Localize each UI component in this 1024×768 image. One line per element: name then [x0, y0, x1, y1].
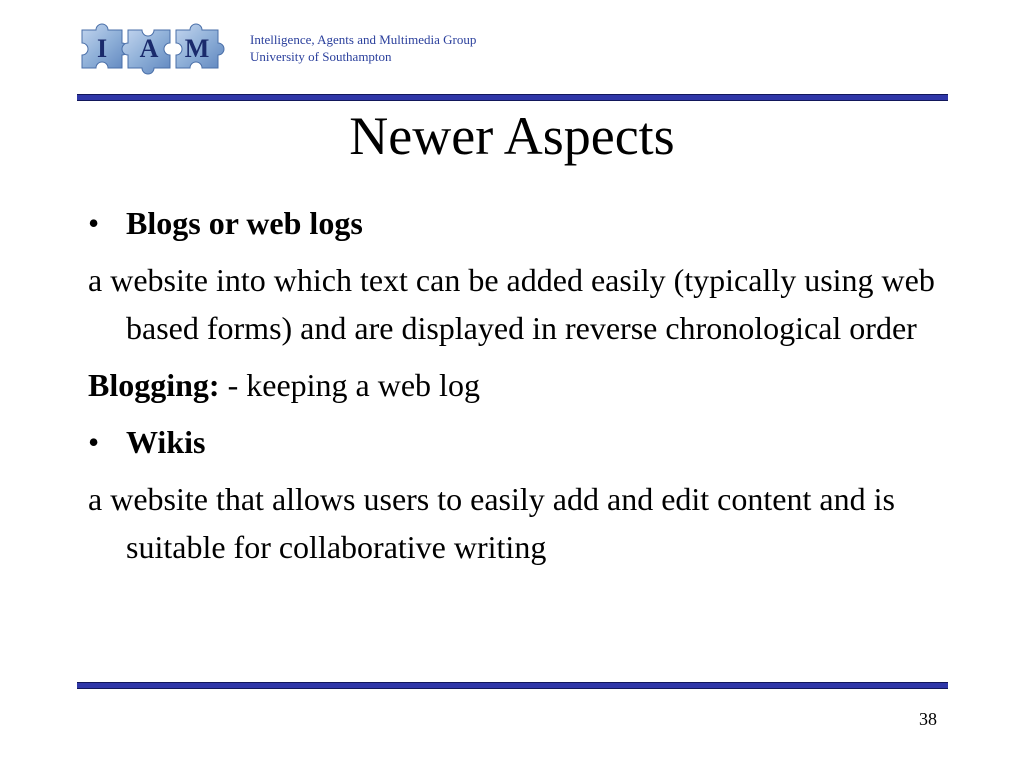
wiki-definition: a website that allows users to easily add and edit content and is suitable for collaborative writing [88, 481, 895, 565]
bullet-wikis [88, 418, 968, 466]
blogging-definition [88, 361, 968, 409]
iam-logo [76, 16, 226, 80]
footer-divider [77, 682, 948, 689]
logo-letter: I [96, 34, 108, 63]
org-line-university: University of Southampton [250, 49, 392, 64]
blog-definition: a website into which text can be added easily (typically using web based forms) and are displayed in reverse chronological order [88, 262, 935, 346]
bullet-icon: • [88, 424, 100, 460]
organization-name [250, 31, 476, 65]
logo-letter: M [184, 34, 210, 63]
bullet-text: Wikis [126, 424, 206, 460]
slide-body [88, 199, 968, 580]
page-number: 38 [919, 709, 937, 729]
logo-letter: A [139, 34, 159, 63]
header-divider [77, 94, 948, 101]
term-label: Blogging: [88, 367, 220, 403]
bullet-icon: • [88, 205, 100, 241]
term-text: - keeping a web log [219, 367, 480, 403]
slide-title: Newer Aspects [349, 106, 675, 166]
bullet-text: Blogs or web logs [126, 205, 363, 241]
org-line-group: Intelligence, Agents and Multimedia Group [250, 32, 477, 47]
bullet-blogs [88, 199, 968, 247]
